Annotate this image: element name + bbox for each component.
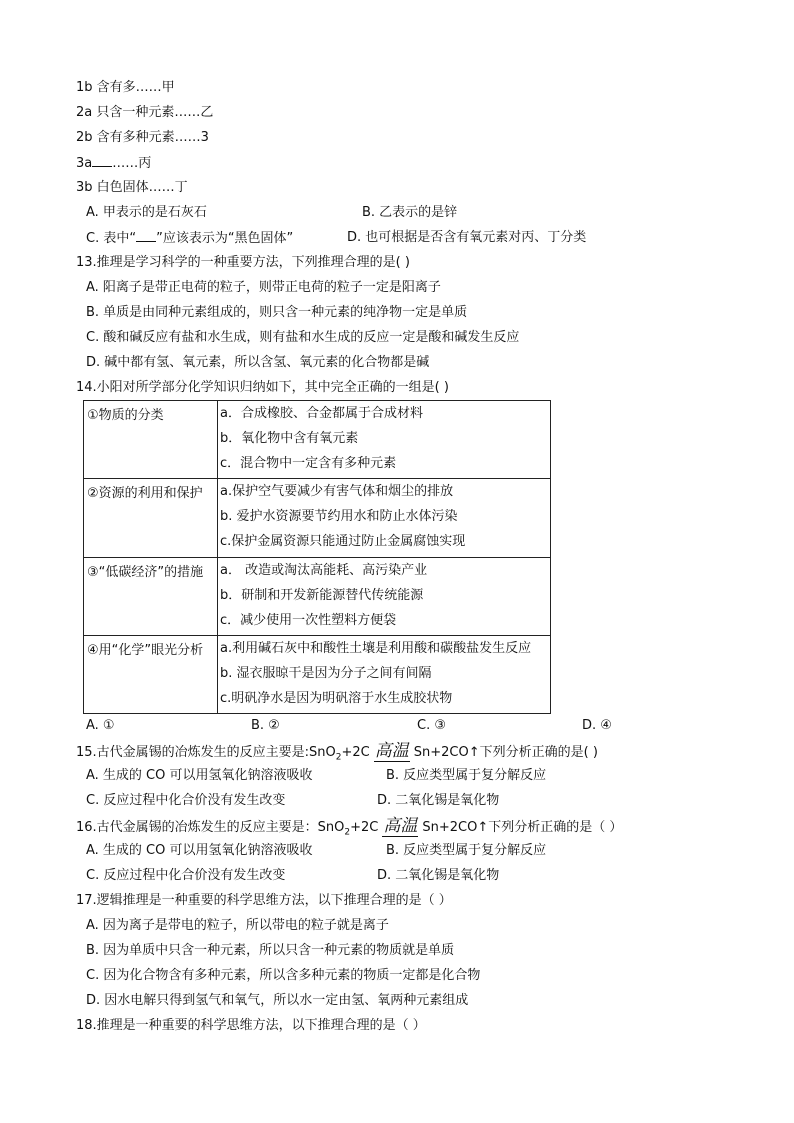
q17-option-c: C. 因为化合物含有多种元素，所以含多种元素的物质一定都是化合物: [86, 968, 481, 983]
table-item: b. 爱护水资源要节约用水和防止水体污染: [220, 509, 458, 525]
q13-option-b: B. 单质是由同种元素组成的，则只含一种元素的纯净物一定是单质: [86, 305, 468, 320]
table-item: c.保护金属资源只能通过防止金属腐蚀实现: [220, 534, 466, 550]
q15-option-a: A. 生成的 CO 可以用氢氧化钠溶液吸收: [86, 768, 313, 783]
q16-option-d: D. 二氧化锡是氧化物: [377, 868, 500, 883]
table-row: [84, 401, 551, 479]
table-cell-items: [218, 401, 551, 479]
q15-option-c: C. 反应过程中化合价没有发生改变: [86, 793, 286, 808]
q17-option-a: A. 因为离子是带电的粒子，所以带电的粒子就是离子: [86, 918, 389, 933]
table-cell-category: ③“低碳经济”的措施: [84, 557, 218, 635]
table-cell-category: ①物质的分类: [84, 401, 218, 479]
q13-option-d: D. 碱中都有氢、氧元素，所以含氢、氧元素的化合物都是碱: [86, 355, 430, 370]
table-row: [84, 635, 551, 713]
key-line-3a: [76, 154, 151, 173]
table-item: a． 改造或淘汰高能耗、高污染产业: [220, 562, 428, 578]
q15-stem-post: Sn+2CO↑下列分析正确的是( ): [413, 745, 598, 760]
q14-option-c: C. ③: [417, 718, 446, 733]
q13-option-c: C. 酸和碱反应有盐和水生成，则有盐和水生成的反应一定是酸和碱发生反应: [86, 330, 520, 345]
table-row: [84, 557, 551, 635]
q14-option-b: B. ②: [251, 718, 280, 733]
reaction-condition: 高温: [383, 816, 418, 836]
q15-stem-mid: +2C: [341, 745, 370, 760]
q15-stem: [76, 742, 598, 767]
blank: [92, 154, 112, 167]
q12-option-b: B. 乙表示的是锌: [362, 205, 458, 220]
q17-option-b: B. 因为单质中只含一种元素，所以只含一种元素的物质就是单质: [86, 943, 455, 958]
key-line-3a-label: 3a: [76, 156, 93, 171]
key-line-3b: 3b 白色固体……丁: [76, 180, 188, 195]
q16-option-a: A. 生成的 CO 可以用氢氧化钠溶液吸收: [86, 843, 313, 858]
key-line-3a-rest: ……丙: [112, 156, 152, 171]
reaction-condition: 高温: [374, 741, 409, 761]
key-line-2a: 2a 只含一种元素……乙: [76, 105, 214, 120]
q12-option-a: A. 甲表示的是石灰石: [86, 205, 207, 220]
table-item: a.保护空气要减少有害气体和烟尘的排放: [220, 484, 454, 500]
q13-option-a: A. 阳离子是带正电荷的粒子，则带正电荷的粒子一定是阳离子: [86, 280, 441, 295]
q14-option-d: D. ④: [582, 718, 612, 733]
table-cell-category: ④用“化学”眼光分析: [84, 635, 218, 713]
q16-stem: [76, 817, 622, 842]
table-item: b．研制和开发新能源替代传统能源: [220, 587, 424, 603]
q12-option-c-post: ”应该表示为“黑色固体”: [156, 231, 294, 246]
table-cell-category: ②资源的利用和保护: [84, 479, 218, 557]
q14-stem: 14.小阳对所学部分化学知识归纳如下，其中完全正确的一组是( ): [76, 380, 449, 395]
q16-stem-post: Sn+2CO↑下列分析正确的是（ ）: [422, 820, 623, 835]
key-line-2b: 2b 含有多种元素……3: [76, 130, 209, 145]
table-item: c．混合物中一定含有多种元素: [220, 456, 397, 471]
q16-option-b: B. 反应类型属于复分解反应: [386, 843, 547, 858]
blank: [136, 229, 156, 242]
table-item: c.明矾净水是因为明矾溶于水生成胶状物: [220, 690, 453, 706]
q12-option-c-pre: C. 表中“: [86, 231, 137, 246]
q15-option-d: D. 二氧化锡是氧化物: [377, 793, 500, 808]
table-cell-items: [218, 635, 551, 713]
q16-stem-mid: +2C: [350, 820, 379, 835]
table-cell-items: [218, 557, 551, 635]
subscript: 2: [335, 752, 342, 763]
subscript: 2: [344, 827, 351, 838]
q18-stem: 18.推理是一种重要的科学思维方法，以下推理合理的是（ ）: [76, 1018, 426, 1033]
q16-stem-pre: 16.古代金属锡的冶炼发生的反应主要是：SnO: [76, 820, 345, 835]
table-row: [84, 479, 551, 557]
q17-stem: 17.逻辑推理是一种重要的科学思维方法，以下推理合理的是（ ）: [76, 893, 452, 908]
q17-option-d: D. 因水电解只得到氢气和氧气，所以水一定由氢、氧两种元素组成: [86, 993, 469, 1008]
q13-stem: 13.推理是学习科学的一种重要方法，下列推理合理的是( ): [76, 255, 410, 270]
table-item: b. 湿衣服晾干是因为分子之间有间隔: [220, 665, 432, 681]
q12-option-c: [86, 229, 293, 248]
table-item: b．氧化物中含有氧元素: [220, 431, 359, 446]
q15-stem-pre: 15.古代金属锡的冶炼发生的反应主要是:SnO: [76, 745, 336, 760]
table-cell-items: [218, 479, 551, 557]
q16-option-c: C. 反应过程中化合价没有发生改变: [86, 868, 286, 883]
table-item: a.利用碱石灰中和酸性土壤是利用酸和碳酸盐发生反应: [220, 640, 532, 656]
key-line-1b: 1b 含有多……甲: [76, 80, 175, 95]
q14-table: [83, 400, 551, 714]
q12-option-d: D. 也可根据是否含有氧元素对丙、丁分类: [347, 230, 587, 245]
q14-option-a: A. ①: [86, 718, 115, 733]
table-item: c．减少使用一次性塑料方便袋: [220, 612, 397, 628]
table-item: a．合成橡胶、合金都属于合成材料: [220, 406, 423, 421]
q15-option-b: B. 反应类型属于复分解反应: [386, 768, 547, 783]
